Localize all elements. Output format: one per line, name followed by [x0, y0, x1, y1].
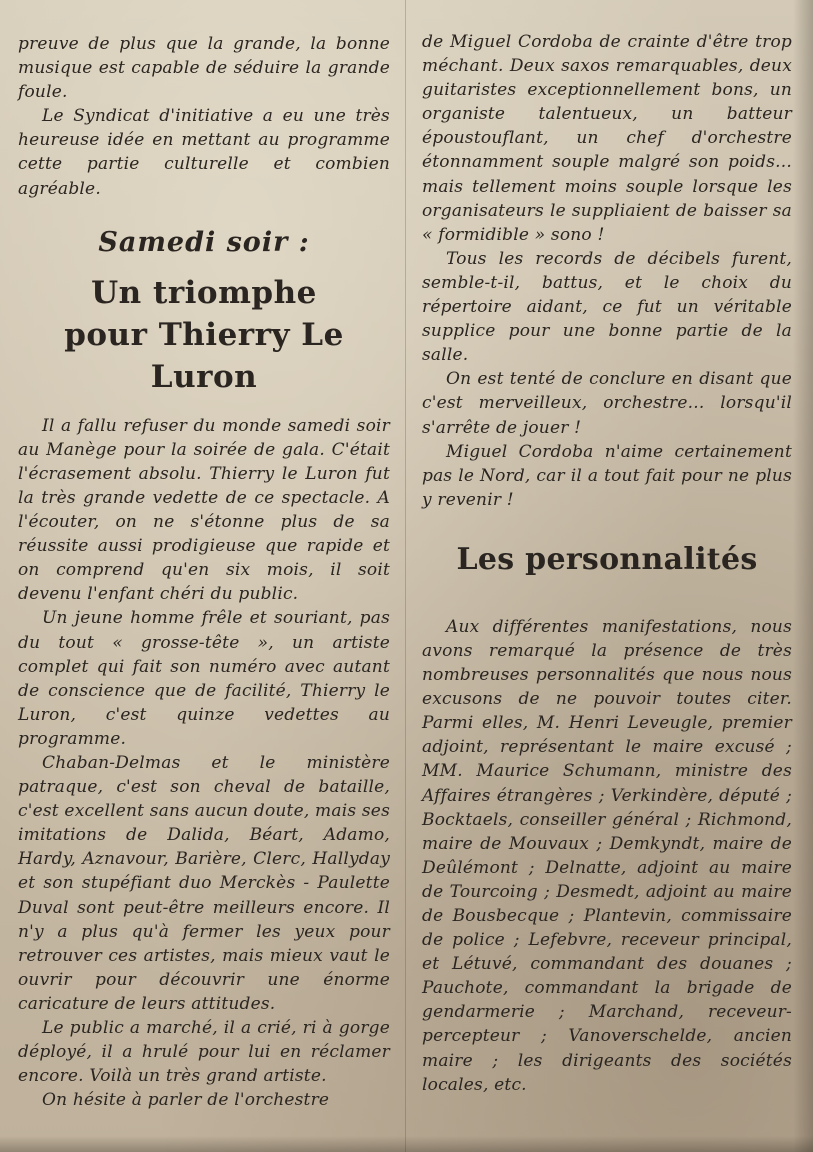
paragraph-left-5: Chaban-Delmas et le ministère patraque, c'est son cheval de bataille, c'est excellent sans aucun doute, mais ses imitations de Dalida, Béart, Adamo, Hardy, Aznavour, Barière, Clerc, Hallyday et son stupéfiant duo Merckès - Paulette Duval sont peut-être meilleurs encore. Il n'y a plus qu'à fermer les yeux pour retrouver ces artistes, mais mieux vaut le ouvrir pour découvrir une énorme caricature de leurs attitudes. — [18, 752, 390, 1014]
paragraph-left-7: On hésite à parler de l'orchestre — [42, 1090, 330, 1111]
subheading-samedi-soir: Samedi soir : — [98, 226, 310, 258]
paragraph-right-4: Miguel Cordoba n'aime certainement pas le Nord, car il a tout fait pour ne plus y revenir ! — [422, 441, 792, 510]
paragraph-right-1: de Miguel Cordoba de crainte d'être trop méchant. Deux saxos remarquables, deux guitaristes exceptionnellement bons, un organiste talentueux, un batteur époustouflant, un chef d'orchestre étonnamment souple malgré son poids... mais tellement moins souple lorsque les organisateurs le suppliaient de baisser sa « formidible » sono ! — [422, 32, 792, 245]
headline-line-2: pour Thierry Le Luron — [64, 316, 344, 395]
paragraph-right-3: On est tenté de conclure en disant que c'est merveilleux, orchestre... lorsqu'il s'arrête de jouer ! — [422, 369, 792, 438]
column-divider — [405, 0, 406, 1152]
right-column — [422, 0, 792, 1152]
page-bottom-shadow — [0, 1136, 813, 1152]
article-headline — [18, 272, 390, 398]
paragraph-left-2: Le Syndicat d'initiative a eu une très heureuse idée en mettant au programme cette partie culturelle et combien agréable. — [18, 106, 390, 199]
paragraph-left-1: preuve de plus que la grande, la bonne musique est capable de séduire la grande foule. — [18, 34, 390, 103]
paragraph-right-5: Aux différentes manifestations, nous avons remarqué la présence de très nombreuses personnalités que nous nous excusons de ne pouvoir toutes citer. Parmi elles, M. Henri Leveugle, premier adjoint, représentant le maire excusé ; MM. Maurice Schumann, ministre des Affaires étrangères ; Verkindère, député ; Bocktaels, conseiller général ; Richmond, maire de Mouvaux ; Demkyndt, maire de Deûlémont ; Delnatte, adjoint au maire de Tourcoing ; Desmedt, adjoint au maire de Bousbecque ; Plantevin, commissaire de police ; Lefebvre, receveur principal, et Létuvé, commandant des douanes ; Pauchote, commandant la brigade de gendarmerie ; Marchand, receveur-percepteur ; Vanoverschelde, ancien maire ; les dirigeants des sociétés locales, etc. — [422, 616, 792, 1095]
section-heading-personnalites: Les personnalités — [456, 541, 758, 577]
paragraph-left-6: Le public a marché, il a crié, ri à gorge déployé, il a hrulé pour lui en réclamer encore. Voilà un très grand artiste. — [18, 1018, 390, 1087]
left-column — [18, 0, 390, 1152]
page-edge-shadow — [793, 0, 813, 1152]
paragraph-left-4: Un jeune homme frêle et souriant, pas du tout « grosse-tête », un artiste complet qui fait son numéro avec autant de conscience que de facilité, Thierry le Luron, c'est quinze vedettes au programme. — [18, 608, 390, 749]
paragraph-left-3: Il a fallu refuser du monde samedi soir au Manège pour la soirée de gala. C'était l'écrasement absolu. Thierry le Luron fut la très grande vedette de ce spectacle. A l'écouter, on ne s'étonne plus de sa réussite aussi prodigieuse que rapide et on comprend qu'en six mois, il soit devenu l'enfant chéri du public. — [18, 415, 390, 605]
headline-line-1: Un triomphe — [91, 274, 317, 311]
paragraph-right-2: Tous les records de décibels furent, semble-t-il, battus, et le choix du répertoire aidant, ce fut un véritable supplice pour une bonne partie de la salle. — [422, 248, 792, 366]
